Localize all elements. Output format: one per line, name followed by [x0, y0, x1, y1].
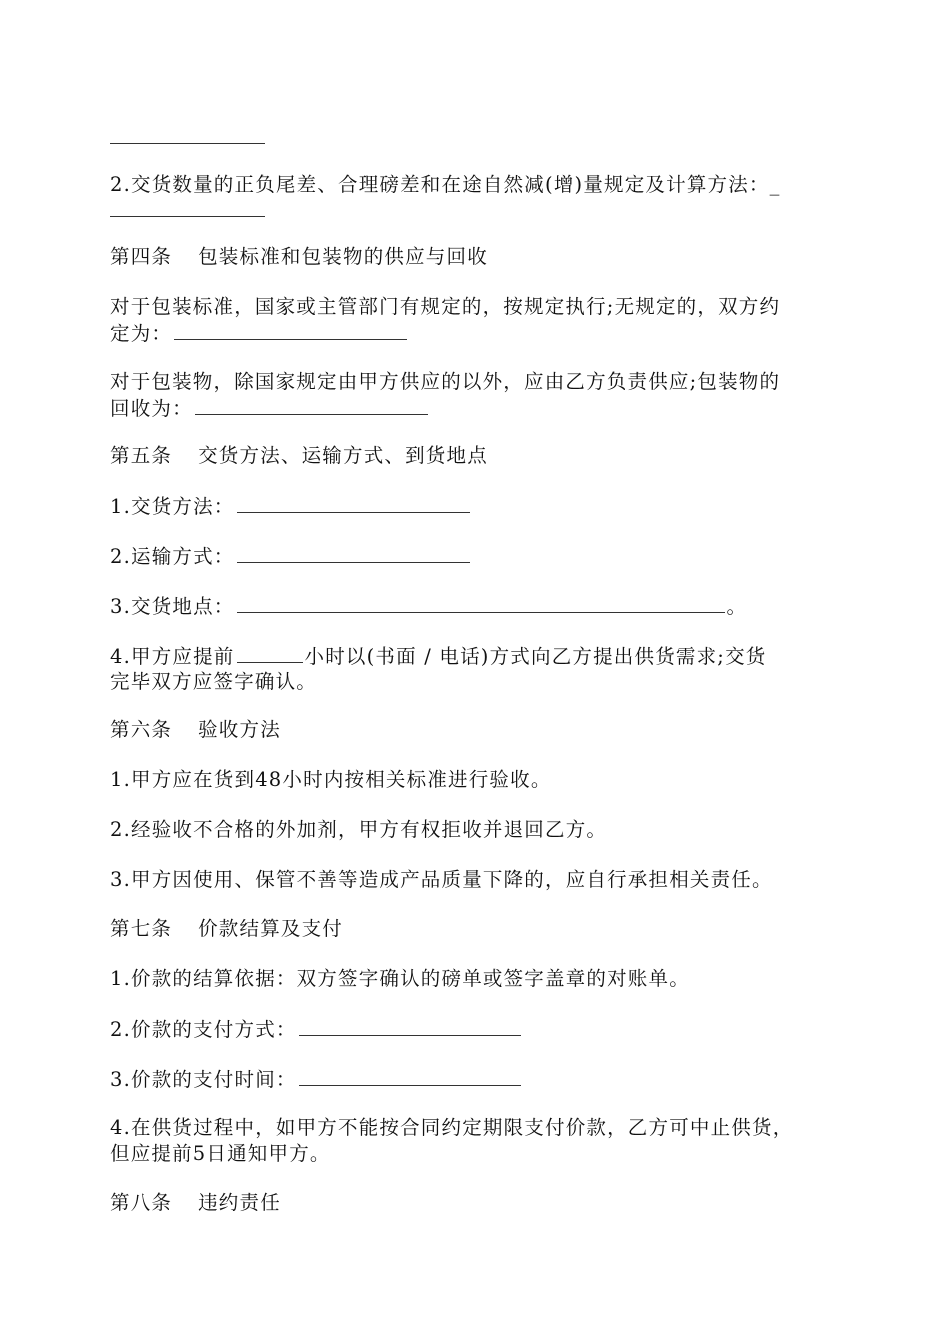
clause-text: 小时以(书面 / 电话)方式向乙方提出供货需求;交货: [304, 645, 767, 668]
clause-text: 。: [726, 595, 748, 618]
advance-notice-clause-line1: [110, 643, 766, 670]
fill-blank-line: [110, 143, 265, 144]
clause-text: 3.价款的支付时间：: [110, 1068, 297, 1091]
packaging-standard-clause-line2: [110, 320, 409, 347]
article-name: 价款结算及支付: [198, 917, 344, 940]
clause-text: 对于包装物，除国家规定由甲方供应的以外，应由乙方负责供应;包装物的: [110, 370, 781, 393]
article-5-heading: [110, 443, 488, 469]
packaging-material-clause-line2: [110, 395, 430, 422]
quantity-tolerance-clause: [110, 172, 781, 198]
article-6-heading: [110, 717, 281, 743]
payment-clause-3: [110, 1066, 523, 1093]
clause-text: 4.在供货过程中，如甲方不能按合同约定期限支付价款，乙方可中止供货，: [110, 1116, 794, 1139]
fill-blank: [299, 1016, 521, 1036]
delivery-place-clause: [110, 593, 747, 620]
clause-text: 2.价款的支付方式：: [110, 1018, 297, 1041]
clause-text: 完毕双方应签字确认。: [110, 670, 318, 693]
fill-blank: [195, 395, 428, 415]
article-number: 第七条: [110, 917, 173, 940]
clause-text: 但应提前5日通知甲方。: [110, 1142, 331, 1165]
inspection-clause-1: [110, 767, 552, 793]
article-number: 第六条: [110, 718, 173, 741]
inspection-clause-3: [110, 867, 773, 893]
clause-text: 2.经验收不合格的外加剂，甲方有权拒收并退回乙方。: [110, 818, 608, 841]
clause-text: 1.甲方应在货到48小时内按相关标准进行验收。: [110, 768, 552, 791]
payment-clause-2: [110, 1016, 523, 1043]
fill-blank: [174, 320, 407, 340]
article-7-heading: [110, 916, 343, 942]
payment-clause-4-line1: [110, 1115, 793, 1141]
transport-mode-clause: [110, 543, 472, 570]
article-name: 验收方法: [198, 718, 281, 741]
fill-blank: [237, 643, 303, 663]
article-number: 第八条: [110, 1191, 173, 1214]
clause-text: 对于包装标准，国家或主管部门有规定的，按规定执行;无规定的，双方约: [110, 295, 781, 318]
article-name: 交货方法、运输方式、到货地点: [198, 444, 488, 467]
clause-text: 回收为：: [110, 397, 193, 420]
fill-blank: [237, 543, 470, 563]
delivery-method-clause: [110, 493, 472, 520]
article-name: 包装标准和包装物的供应与回收: [198, 245, 488, 268]
article-8-heading: [110, 1190, 281, 1216]
clause-text: 4.甲方应提前: [110, 645, 235, 668]
article-number: 第四条: [110, 245, 173, 268]
payment-clause-1: [110, 966, 690, 992]
article-number: 第五条: [110, 444, 173, 467]
fill-blank: [237, 493, 470, 513]
clause-text: 3.甲方因使用、保管不善等造成产品质量下降的，应自行承担相关责任。: [110, 868, 773, 891]
clause-text: 1.价款的结算依据：双方签字确认的磅单或签字盖章的对账单。: [110, 967, 690, 990]
fill-blank-line: [110, 216, 265, 217]
clause-text: 3.交货地点：: [110, 595, 235, 618]
inspection-clause-2: [110, 817, 607, 843]
packaging-material-clause-line1: [110, 369, 780, 395]
payment-clause-4-line2: [110, 1141, 331, 1167]
article-name: 违约责任: [198, 1191, 281, 1214]
clause-text: 2.运输方式：: [110, 545, 235, 568]
fill-blank: [299, 1066, 521, 1086]
fill-blank: [237, 593, 725, 613]
clause-text: 定为：: [110, 322, 173, 345]
advance-notice-clause-line2: [110, 669, 317, 695]
clause-text: 1.交货方法：: [110, 495, 235, 518]
packaging-standard-clause-line1: [110, 294, 780, 320]
clause-text: 2.交货数量的正负尾差、合理磅差和在途自然减(增)量规定及计算方法：_: [110, 173, 781, 196]
article-4-heading: [110, 244, 488, 270]
